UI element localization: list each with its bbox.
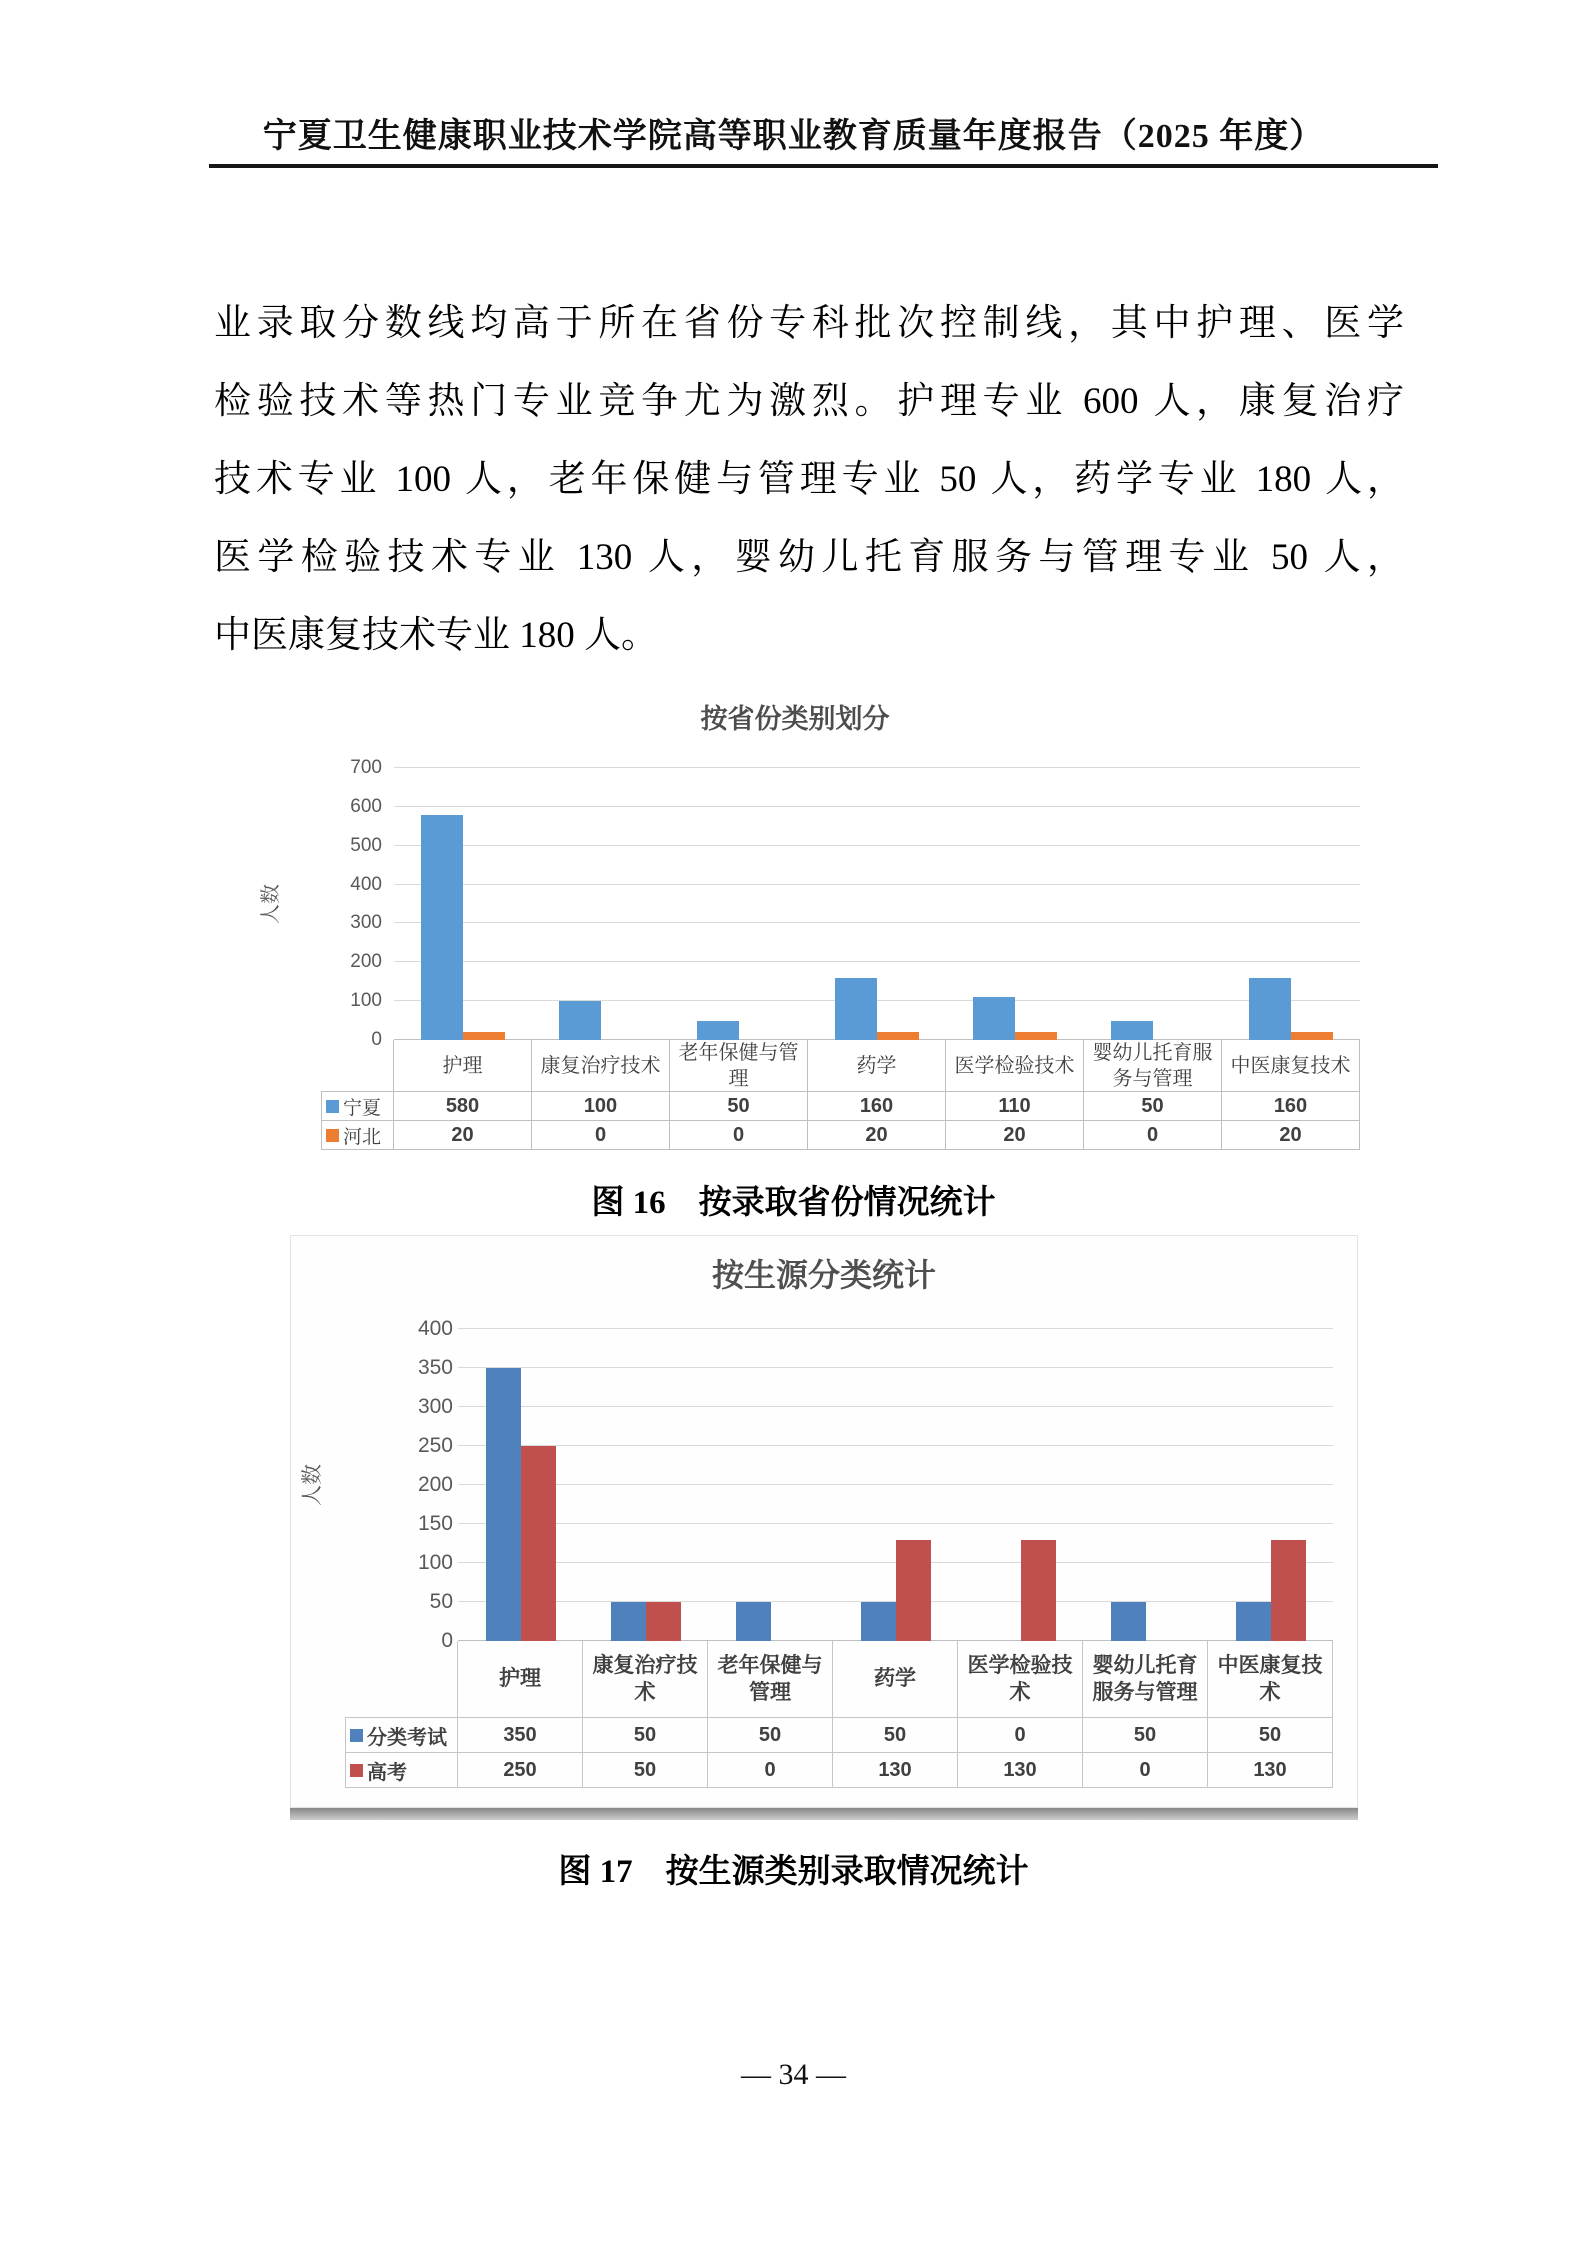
table-value-cell: 20 <box>946 1121 1084 1150</box>
bar <box>896 1540 931 1641</box>
y-tick-label: 250 <box>417 1434 453 1457</box>
category-bars <box>670 768 808 1040</box>
table-legend-cell <box>345 1753 458 1788</box>
table-header-cell: 护理 <box>458 1641 583 1718</box>
table-header-cell: 药学 <box>833 1641 958 1718</box>
table-value-cell: 160 <box>808 1092 946 1121</box>
table-header-cell: 老年保健与管理 <box>670 1040 808 1092</box>
table-value-cell: 50 <box>833 1718 958 1753</box>
category-bars <box>958 1329 1083 1641</box>
y-tick-label: 200 <box>417 1473 453 1496</box>
body-paragraph <box>214 285 1404 675</box>
table-value-cell: 0 <box>708 1753 833 1788</box>
table-legend-cell <box>321 1121 394 1150</box>
bar <box>973 997 1015 1040</box>
legend-swatch <box>350 1729 363 1742</box>
category-bars <box>946 768 1084 1040</box>
table-value-cell: 110 <box>946 1092 1084 1121</box>
table-header-cell: 中医康复技术 <box>1208 1641 1333 1718</box>
table-corner-cell <box>345 1641 458 1718</box>
data-table <box>321 1040 1360 1150</box>
table-value-cell: 50 <box>1208 1718 1333 1753</box>
chart-by-source <box>291 1236 1357 1807</box>
bar <box>861 1602 896 1641</box>
table-value-cell: 100 <box>532 1092 670 1121</box>
table-value-cell: 50 <box>1084 1092 1222 1121</box>
legend-label: 河北 <box>343 1126 382 1148</box>
table-header-cell: 医学检验技术 <box>946 1040 1084 1092</box>
y-tick-label: 400 <box>350 873 382 895</box>
y-tick-label: 150 <box>417 1512 453 1535</box>
table-value-cell: 20 <box>808 1121 946 1150</box>
category-bars <box>583 1329 708 1641</box>
y-tick-label: 700 <box>350 757 382 778</box>
category-bars <box>808 768 946 1040</box>
bar <box>1015 1032 1057 1040</box>
table-header-cell: 康复治疗技术 <box>583 1641 708 1718</box>
bar <box>463 1032 505 1040</box>
bar <box>835 978 877 1040</box>
legend-label: 宁夏 <box>343 1097 382 1119</box>
category-bars <box>532 768 670 1040</box>
category-bars <box>833 1329 958 1641</box>
table-header-cell: 医学检验技术 <box>958 1641 1083 1718</box>
legend-label: 分类考试 <box>367 1726 447 1749</box>
table-value-cell: 0 <box>958 1718 1083 1753</box>
bar <box>1249 978 1291 1040</box>
paragraph-line: 中医康复技术专业 180 人。 <box>214 615 658 656</box>
figure-16-caption: 图 16 按录取省份情况统计 <box>591 1185 996 1221</box>
y-tick-label: 350 <box>417 1356 453 1379</box>
paragraph-line: 医学检验技术专业 130 人，婴幼儿托育服务与管理专业 50 人， <box>214 537 1404 578</box>
table-value-cell: 50 <box>708 1718 833 1753</box>
table-value-cell: 0 <box>670 1121 808 1150</box>
table-header-cell: 中医康复技术 <box>1222 1040 1360 1092</box>
table-legend-cell <box>345 1718 458 1753</box>
y-axis-title: 人数 <box>259 884 282 924</box>
table-value-cell: 50 <box>583 1718 708 1753</box>
bar <box>559 1001 601 1040</box>
category-bars <box>394 768 532 1040</box>
bar <box>646 1602 681 1641</box>
table-value-cell: 250 <box>458 1753 583 1788</box>
legend-swatch <box>350 1764 363 1777</box>
y-tick-label: 300 <box>417 1395 453 1418</box>
paragraph-line: 业录取分数线均高于所在省份专科批次控制线，其中护理、医学 <box>214 303 1404 344</box>
bar <box>611 1602 646 1641</box>
page-number: — 34 — <box>741 2058 846 2091</box>
bar <box>697 1021 739 1040</box>
category-bars <box>1222 768 1360 1040</box>
table-header-cell: 护理 <box>394 1040 532 1092</box>
table-corner-cell <box>321 1040 394 1092</box>
legend-label: 高考 <box>367 1761 407 1784</box>
header-rule <box>209 164 1438 168</box>
table-value-cell: 20 <box>394 1121 532 1150</box>
table-value-cell: 0 <box>1084 1121 1222 1150</box>
bar <box>1291 1032 1333 1040</box>
bar <box>1271 1540 1306 1641</box>
category-bars <box>1083 1329 1208 1641</box>
table-value-cell: 160 <box>1222 1092 1360 1121</box>
legend-swatch <box>326 1129 339 1142</box>
bar <box>1111 1602 1146 1641</box>
y-tick-label: 300 <box>350 912 382 934</box>
category-bars <box>458 1329 583 1641</box>
table-value-cell: 580 <box>394 1092 532 1121</box>
table-value-cell: 130 <box>1208 1753 1333 1788</box>
chart-title: 按生源分类统计 <box>711 1257 936 1293</box>
table-value-cell: 50 <box>1083 1718 1208 1753</box>
table-header-cell: 老年保健与管理 <box>708 1641 833 1718</box>
data-table <box>345 1641 1333 1788</box>
paragraph-line: 检验技术等热门专业竞争尤为激烈。护理专业 600 人，康复治疗 <box>214 381 1404 422</box>
bar <box>877 1032 919 1040</box>
bar <box>1021 1540 1056 1641</box>
table-header-cell: 药学 <box>808 1040 946 1092</box>
bar <box>486 1368 521 1641</box>
y-tick-label: 100 <box>350 990 382 1012</box>
bar <box>521 1446 556 1641</box>
table-value-cell: 0 <box>532 1121 670 1150</box>
y-tick-label: 200 <box>350 951 382 973</box>
y-tick-label: 400 <box>417 1317 453 1340</box>
report-header-title: 宁夏卫生健康职业技术学院高等职业教育质量年度报告（2025 年度） <box>262 118 1325 155</box>
table-value-cell: 20 <box>1222 1121 1360 1150</box>
table-header-cell: 康复治疗技术 <box>532 1040 670 1092</box>
figure-17-caption: 图 17 按生源类别录取情况统计 <box>558 1854 1029 1890</box>
table-value-cell: 130 <box>958 1753 1083 1788</box>
y-tick-label: 100 <box>417 1551 453 1574</box>
y-axis-title: 人数 <box>301 1464 324 1506</box>
table-value-cell: 50 <box>583 1753 708 1788</box>
y-tick-label: 500 <box>350 834 382 856</box>
y-tick-label: 600 <box>350 795 382 817</box>
bar <box>736 1602 771 1641</box>
table-legend-cell <box>321 1092 394 1121</box>
category-bars <box>708 1329 833 1641</box>
paragraph-line: 技术专业 100 人，老年保健与管理专业 50 人，药学专业 180 人， <box>214 459 1404 500</box>
chart-by-province <box>230 688 1360 1158</box>
image-bottom-shadow <box>290 1808 1358 1820</box>
category-bars <box>1208 1329 1333 1641</box>
chart-by-source-image <box>290 1235 1358 1808</box>
table-value-cell: 350 <box>458 1718 583 1753</box>
legend-swatch <box>326 1100 339 1113</box>
table-header-cell: 婴幼儿托育服务与管理 <box>1083 1641 1208 1718</box>
y-tick-label: 0 <box>441 1629 453 1652</box>
bar <box>1236 1602 1271 1641</box>
category-bars <box>1084 768 1222 1040</box>
table-header-cell: 婴幼儿托育服务与管理 <box>1084 1040 1222 1092</box>
table-value-cell: 50 <box>670 1092 808 1121</box>
y-tick-label: 0 <box>371 1029 382 1050</box>
y-tick-label: 50 <box>429 1590 453 1613</box>
bar <box>421 815 463 1040</box>
table-value-cell: 0 <box>1083 1753 1208 1788</box>
table-value-cell: 130 <box>833 1753 958 1788</box>
chart-title: 按省份类别划分 <box>700 704 890 734</box>
bar <box>1111 1021 1153 1040</box>
